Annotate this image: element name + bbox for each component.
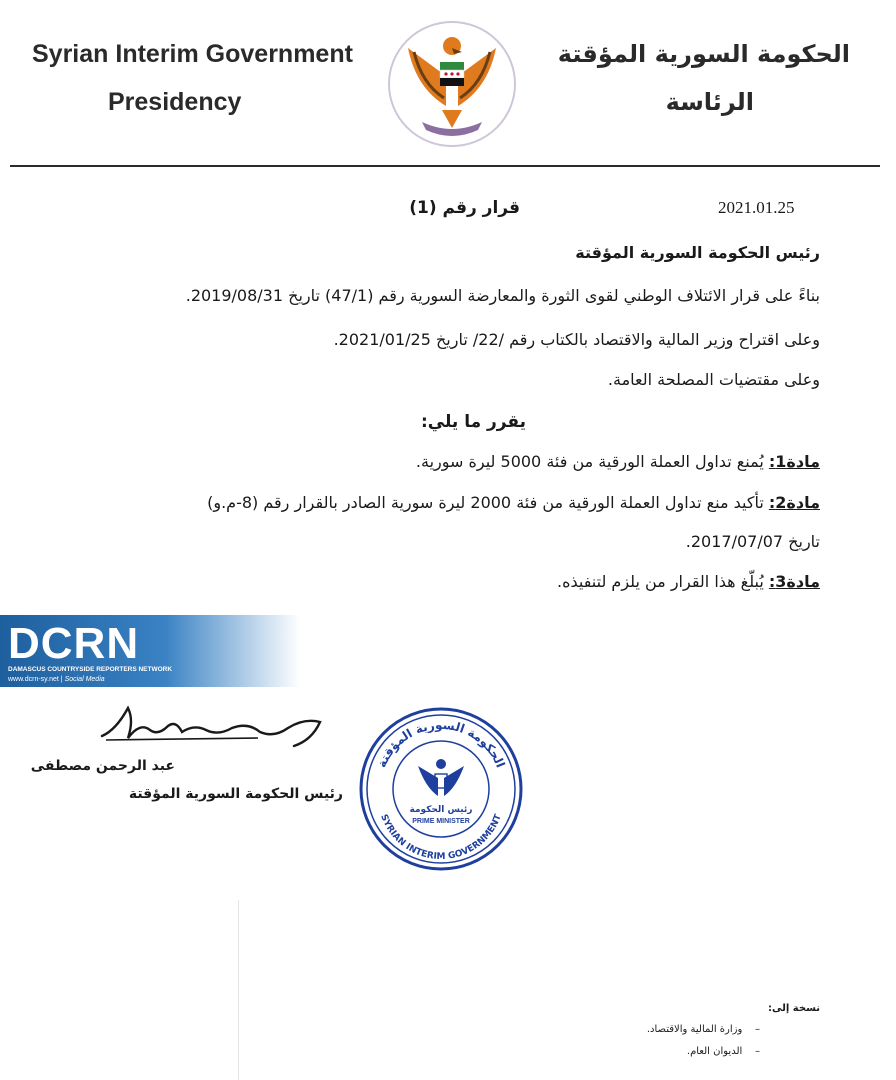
copy-item-text: الديوان العام. — [686, 1046, 743, 1057]
handwritten-signature — [98, 700, 328, 760]
article-3 — [80, 572, 820, 591]
stamp-top-text: الحكومة السورية المؤقتة — [374, 717, 508, 770]
official-stamp — [356, 704, 526, 874]
article-1 — [80, 452, 820, 471]
dcrn-watermark — [0, 615, 300, 687]
article-text: تأكيد منع تداول العملة الورقية من فئة 2000 ليرة سورية الصادر بالقرار رقم (8-م.و) — [207, 493, 764, 512]
dcrn-site-line: www.dcrn-sy.net | Social Media — [8, 676, 105, 683]
header-english-title: Syrian Interim Government — [32, 40, 353, 68]
header-arabic-title: الحكومة السورية المؤقتة — [557, 40, 850, 68]
preamble-line-1: بناءً على قرار الائتلاف الوطني لقوى الثورة والمعارضة السورية رقم (47/1) تاريخ 2019/08/31. — [185, 286, 820, 305]
copy-item-text: وزارة المالية والاقتصاد. — [646, 1024, 743, 1035]
article-2-continuation: تاريخ 2017/07/07. — [685, 532, 820, 551]
decision-date: 2021.01.25 — [718, 198, 795, 217]
stamp-bottom-text: SYRIAN INTERIM GOVERNMENT — [378, 813, 504, 863]
article-2 — [80, 493, 820, 512]
decides-heading: يقرر ما يلي: — [420, 412, 526, 432]
issuer-heading: رئيس الحكومة السورية المؤقتة — [575, 243, 820, 262]
dcrn-channel: Social Media — [64, 676, 105, 683]
header-arabic-subtitle: الرئاسة — [665, 88, 754, 116]
copy-item-1: – وزارة المالية والاقتصاد. — [646, 1024, 760, 1035]
dcrn-tagline: DAMASCUS COUNTRYSIDE REPORTERS NETWORK — [8, 666, 173, 673]
dcrn-site: www.dcrn-sy.net — [8, 676, 59, 683]
decision-number: قرار رقم (1) — [409, 198, 520, 218]
preamble-line-2: وعلى اقتراح وزير المالية والاقتصاد بالكتاب رقم /22/ تاريخ 2021/01/25. — [333, 330, 820, 349]
article-label: مادة3: — [768, 572, 820, 591]
stamp-inner-arabic: رئيس الحكومة — [409, 805, 473, 815]
article-text: يُمنع تداول العملة الورقية من فئة 5000 ليرة سورية. — [415, 452, 764, 471]
page-fold-line — [238, 900, 239, 1080]
dcrn-logo: DCRN — [8, 619, 140, 668]
signatory-name: عبد الرحمن مصطفى — [30, 758, 175, 774]
copies-label: نسخة إلى: — [768, 1003, 820, 1014]
article-label: مادة1: — [768, 452, 820, 471]
preamble-line-3: وعلى مقتضيات المصلحة العامة. — [607, 370, 820, 389]
article-label: مادة2: — [768, 493, 820, 512]
header-english-subtitle: Presidency — [108, 88, 242, 116]
signatory-title: رئيس الحكومة السورية المؤقتة — [128, 786, 343, 802]
eagle-emblem-icon — [386, 18, 518, 148]
header-divider — [10, 165, 880, 167]
stamp-inner-english: PRIME MINISTER — [412, 818, 470, 825]
article-text: يُبلّغ هذا القرار من يلزم لتنفيذه. — [557, 572, 764, 591]
copy-item-2: – الديوان العام. — [686, 1046, 760, 1057]
